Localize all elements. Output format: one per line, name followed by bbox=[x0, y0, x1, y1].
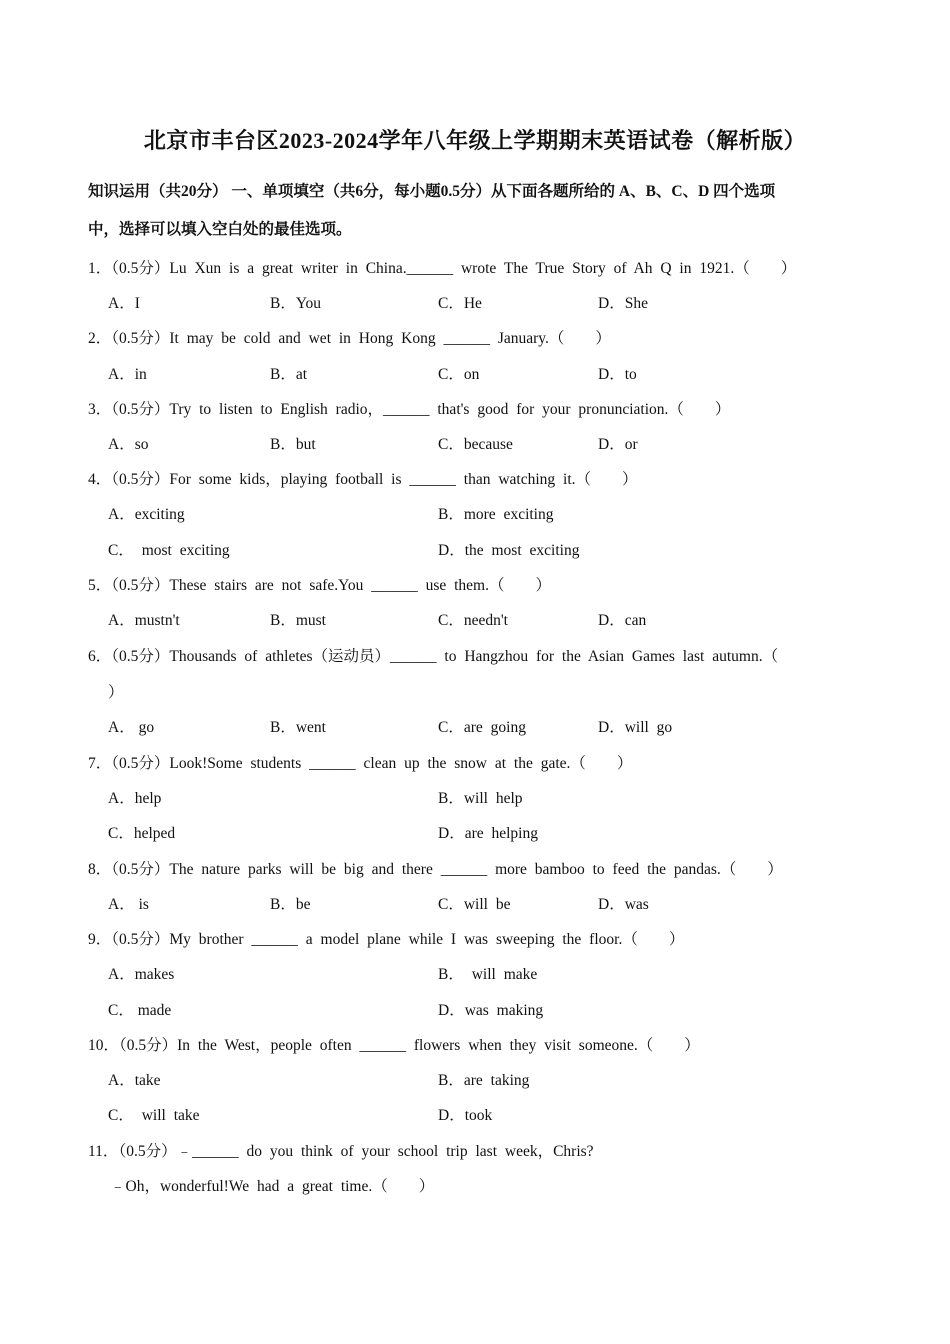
option-d: D．the most exciting bbox=[438, 542, 580, 559]
option-b: B．but bbox=[270, 436, 316, 453]
section-intro-line1: 知识运用（共20分） 一、单项填空（共6分，每小题0.5分）从下面各题所给的 A、B、C、D 四个选项 bbox=[88, 183, 776, 200]
question-number: 8． bbox=[88, 861, 112, 878]
option-a: A． is bbox=[108, 896, 149, 913]
question-stem: （0.5分）Thousands of athletes（运动员）______ to Hangzhou for the Asian Games last autumn.（ bbox=[111, 648, 779, 665]
option-d: D．or bbox=[598, 436, 638, 453]
option-c: C．are going bbox=[438, 719, 526, 736]
question-number: 3． bbox=[88, 401, 112, 418]
question-4 bbox=[88, 467, 878, 489]
option-c: C．on bbox=[438, 366, 480, 383]
question-stem: （0.5分）Look!Some students ______ clean up the snow at the gate.（ ） bbox=[111, 755, 633, 772]
option-b: B．are taking bbox=[438, 1072, 530, 1089]
question-6 bbox=[88, 644, 878, 666]
question-stem: （0.5分）Try to listen to English radio，______ that's good for your pronunciation.（ ） bbox=[111, 401, 731, 418]
question-7 bbox=[88, 751, 878, 773]
question-stem: （0.5分）My brother ______ a model plane while I was sweeping the floor.（ ） bbox=[111, 931, 685, 948]
option-a: A．exciting bbox=[108, 506, 185, 523]
option-b: B．more exciting bbox=[438, 506, 554, 523]
option-a: A．in bbox=[108, 366, 147, 383]
question-stem: （0.5分）In the West，people often ______ flowers when they visit someone.（ ） bbox=[119, 1037, 700, 1054]
question-number: 11． bbox=[88, 1143, 119, 1160]
option-c: C．helped bbox=[108, 825, 176, 842]
option-d: D．will go bbox=[598, 719, 673, 736]
question-stem: （0.5分）It may be cold and wet in Hong Kong ______ January.（ ） bbox=[111, 330, 611, 347]
question-10 bbox=[88, 1033, 878, 1055]
section-intro-line2: 中，选择可以填入空白处的最佳选项。 bbox=[88, 221, 352, 238]
option-a: A．I bbox=[108, 295, 140, 312]
question-stem: （0.5分）For some kids，playing football is ______ than watching it.（ ） bbox=[111, 471, 638, 488]
option-c: C． made bbox=[108, 1002, 172, 1019]
page-title: 北京市丰台区2023-2024学年八年级上学期期末英语试卷（解析版） bbox=[143, 128, 807, 153]
question-number: 1． bbox=[88, 260, 112, 277]
option-a: A．help bbox=[108, 790, 162, 807]
question-number: 5． bbox=[88, 577, 112, 594]
section-intro bbox=[88, 173, 868, 249]
question-stem: （0.5分）Lu Xun is a great writer in China.______ wrote The True Story of Ah Q in 1921.（ ） bbox=[111, 260, 797, 277]
option-b: B．must bbox=[270, 612, 326, 629]
question-number: 2． bbox=[88, 330, 112, 347]
question-6-continued: ） bbox=[108, 684, 124, 701]
question-number: 7． bbox=[88, 755, 112, 772]
question-11-continued: ﹣Oh，wonderful!We had a great time.（ ） bbox=[110, 1178, 435, 1195]
option-b: B． will make bbox=[438, 966, 538, 983]
question-1 bbox=[88, 256, 878, 278]
option-c: C．because bbox=[438, 436, 513, 453]
option-a: A．mustn't bbox=[108, 612, 180, 629]
question-stem: （0.5分）These stairs are not safe.You ______ use them.（ ） bbox=[111, 577, 551, 594]
option-d: D．can bbox=[598, 612, 647, 629]
option-c: C．He bbox=[438, 295, 482, 312]
option-b: B．went bbox=[270, 719, 326, 736]
question-11 bbox=[88, 1139, 878, 1161]
question-5 bbox=[88, 573, 878, 595]
option-d: D．was making bbox=[438, 1002, 544, 1019]
question-8 bbox=[88, 857, 878, 879]
option-a: A． go bbox=[108, 719, 155, 736]
option-b: B．will help bbox=[438, 790, 523, 807]
option-d: D．are helping bbox=[438, 825, 538, 842]
option-c: C． most exciting bbox=[108, 542, 230, 559]
question-stem: （0.5分）The nature parks will be big and there ______ more bamboo to feed the pandas.（ ） bbox=[111, 861, 783, 878]
option-a: A．so bbox=[108, 436, 149, 453]
question-number: 4． bbox=[88, 471, 112, 488]
option-a: A．makes bbox=[108, 966, 175, 983]
option-d: D．to bbox=[598, 366, 637, 383]
question-2 bbox=[88, 326, 878, 348]
option-b: B．at bbox=[270, 366, 308, 383]
option-c: C．will be bbox=[438, 896, 511, 913]
option-c: C． will take bbox=[108, 1107, 200, 1124]
option-d: D．was bbox=[598, 896, 649, 913]
option-a: A．take bbox=[108, 1072, 161, 1089]
question-9 bbox=[88, 927, 878, 949]
question-stem: （0.5分）﹣______ do you think of your school trip last week，Chris? bbox=[118, 1143, 594, 1160]
option-b: B．be bbox=[270, 896, 311, 913]
question-3 bbox=[88, 397, 878, 419]
question-number: 10． bbox=[88, 1037, 120, 1054]
option-c: C．needn't bbox=[438, 612, 508, 629]
option-b: B．You bbox=[270, 295, 321, 312]
option-d: D．took bbox=[438, 1107, 493, 1124]
question-number: 9． bbox=[88, 931, 112, 948]
question-number: 6． bbox=[88, 648, 112, 665]
option-d: D．She bbox=[598, 295, 648, 312]
